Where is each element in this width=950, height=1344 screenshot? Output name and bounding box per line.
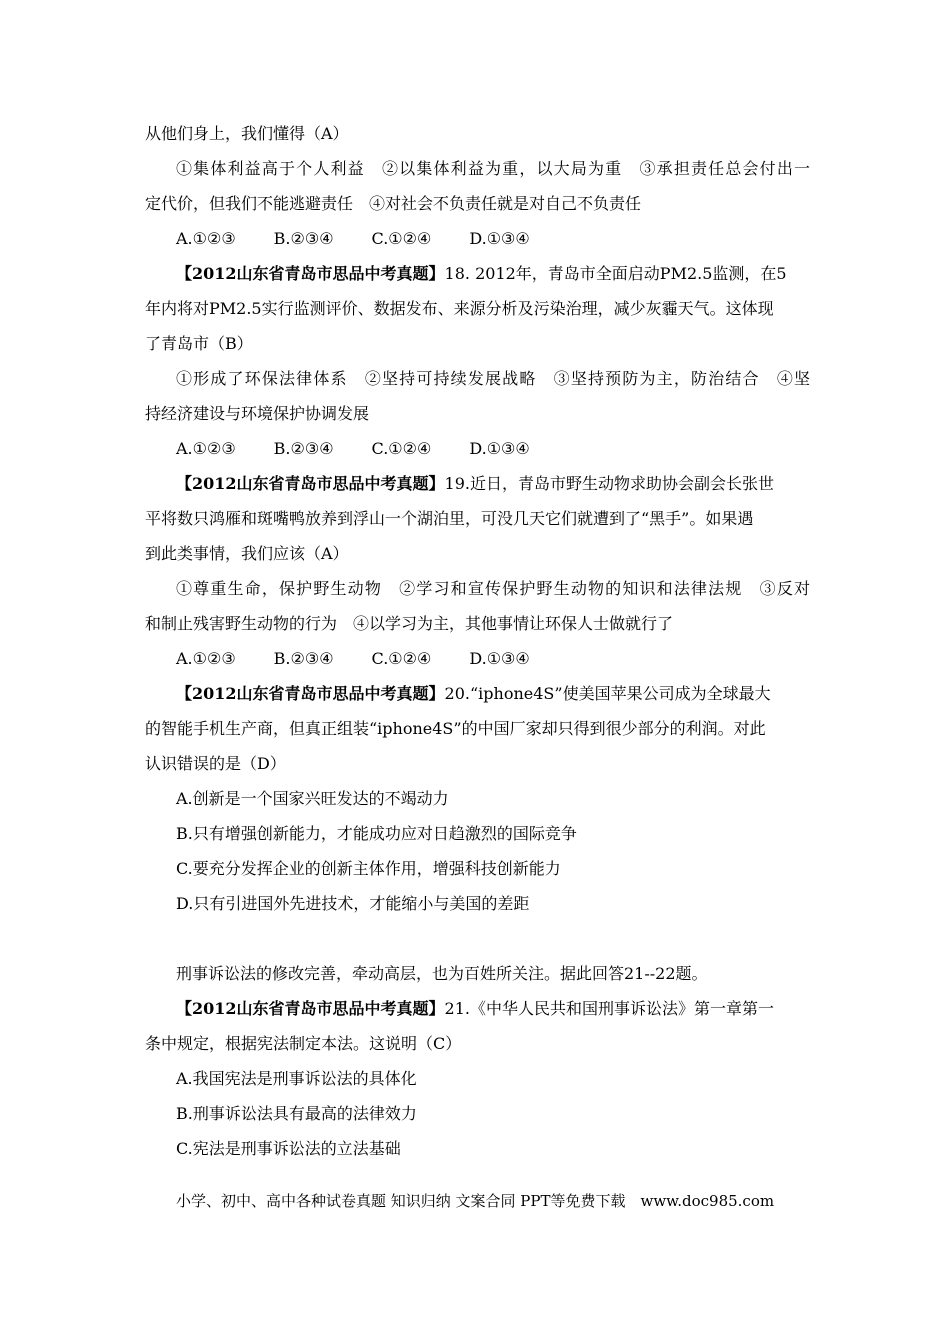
q17-option-c: C.①②④ xyxy=(371,229,432,248)
section-intro: 刑事诉讼法的修改完善，牵动高层，也为百姓所关注。据此回答21--22题。 xyxy=(176,964,708,983)
q19-option-a: A.①②③ xyxy=(176,649,236,668)
q20-stem-line1 xyxy=(176,683,841,705)
q21-stem-line1 xyxy=(176,998,841,1020)
q19-option-c: C.①②④ xyxy=(371,649,432,668)
q18-stem-line1 xyxy=(176,263,841,285)
q19-statements-line1: ①尊重生命，保护野生动物 ②学习和宣传保护野生动物的知识和法律法规 ③反对 xyxy=(176,579,810,598)
q18-source: 【2012山东省青岛市思品中考真题】 xyxy=(176,264,445,283)
q18-option-a: A.①②③ xyxy=(176,439,236,458)
q20-option-d: D.只有引进国外先进技术，才能缩小与美国的差距 xyxy=(176,894,530,913)
q19-option-b: B.②③④ xyxy=(273,649,334,668)
q20-option-b: B.只有增强创新能力，才能成功应对日趋激烈的国际竞争 xyxy=(176,824,577,843)
q18-statements-line1: ①形成了环保法律体系 ②坚持可持续发展战略 ③坚持预防为主，防治结合 ④坚 xyxy=(176,369,810,388)
q17-stem: 从他们身上，我们懂得（A） xyxy=(145,124,349,143)
q17-option-a: A.①②③ xyxy=(176,229,236,248)
q21-option-c: C.宪法是刑事诉讼法的立法基础 xyxy=(176,1139,401,1158)
q20-stem-text: 20.“iphone4S”使美国苹果公司成为全球最大 xyxy=(444,684,771,703)
q19-stem-line3: 到此类事情，我们应该（A） xyxy=(145,544,349,563)
q19-statements-line2: 和制止残害野生动物的行为 ④以学习为主，其他事情让环保人士做就行了 xyxy=(145,614,674,633)
q18-statements-line2: 持经济建设与环境保护协调发展 xyxy=(145,404,370,423)
q19-option-d: D.①③④ xyxy=(469,649,530,668)
q18-stem-line3: 了青岛市（B） xyxy=(145,334,253,353)
q20-option-a: A.创新是一个国家兴旺发达的不竭动力 xyxy=(176,789,449,808)
q19-source: 【2012山东省青岛市思品中考真题】 xyxy=(176,474,445,493)
q17-statements-line1: ①集体利益高于个人利益 ②以集体利益为重，以大局为重 ③承担责任总会付出一 xyxy=(176,159,810,178)
q18-option-b: B.②③④ xyxy=(273,439,334,458)
q19-options xyxy=(176,648,841,670)
q18-option-c: C.①②④ xyxy=(371,439,432,458)
q21-option-a: A.我国宪法是刑事诉讼法的具体化 xyxy=(176,1069,417,1088)
q18-stem-text: 18. 2012年，青岛市全面启动PM2.5监测，在5 xyxy=(444,264,787,283)
q21-option-b: B.刑事诉讼法具有最高的法律效力 xyxy=(176,1104,417,1123)
q17-option-b: B.②③④ xyxy=(273,229,334,248)
q18-options xyxy=(176,438,841,460)
footer-download-note: 小学、初中、高中各种试卷真题 知识归纳 文案合同 PPT等免费下载 www.doc985.com xyxy=(176,1192,775,1210)
q19-stem-text: 19.近日，青岛市野生动物求助协会副会长张世 xyxy=(444,474,774,493)
q21-source: 【2012山东省青岛市思品中考真题】 xyxy=(176,999,445,1018)
q20-source: 【2012山东省青岛市思品中考真题】 xyxy=(176,684,445,703)
q21-stem-text: 21.《中华人民共和国刑事诉讼法》第一章第一 xyxy=(444,999,774,1018)
q17-statements-line2: 定代价，但我们不能逃避责任 ④对社会不负责任就是对自己不负责任 xyxy=(145,194,642,213)
q20-option-c: C.要充分发挥企业的创新主体作用，增强科技创新能力 xyxy=(176,859,561,878)
q19-stem-line2: 平将数只鸿雁和斑嘴鸭放养到浮山一个湖泊里，可没几天它们就遭到了“黑手”。如果遇 xyxy=(145,509,754,528)
q21-stem-line2: 条中规定，根据宪法制定本法。这说明（C） xyxy=(145,1034,462,1053)
q20-stem-line3: 认识错误的是（D） xyxy=(145,754,286,773)
q19-stem-line1 xyxy=(176,473,841,495)
q20-stem-line2: 的智能手机生产商，但真正组装“iphone4S”的中国厂家却只得到很少部分的利润。对此 xyxy=(145,719,766,738)
q18-option-d: D.①③④ xyxy=(469,439,530,458)
q18-stem-line2: 年内将对PM2.5实行监测评价、数据发布、来源分析及污染治理，减少灰霾天气。这体现 xyxy=(145,299,774,318)
q17-options xyxy=(176,228,841,250)
q17-option-d: D.①③④ xyxy=(469,229,530,248)
